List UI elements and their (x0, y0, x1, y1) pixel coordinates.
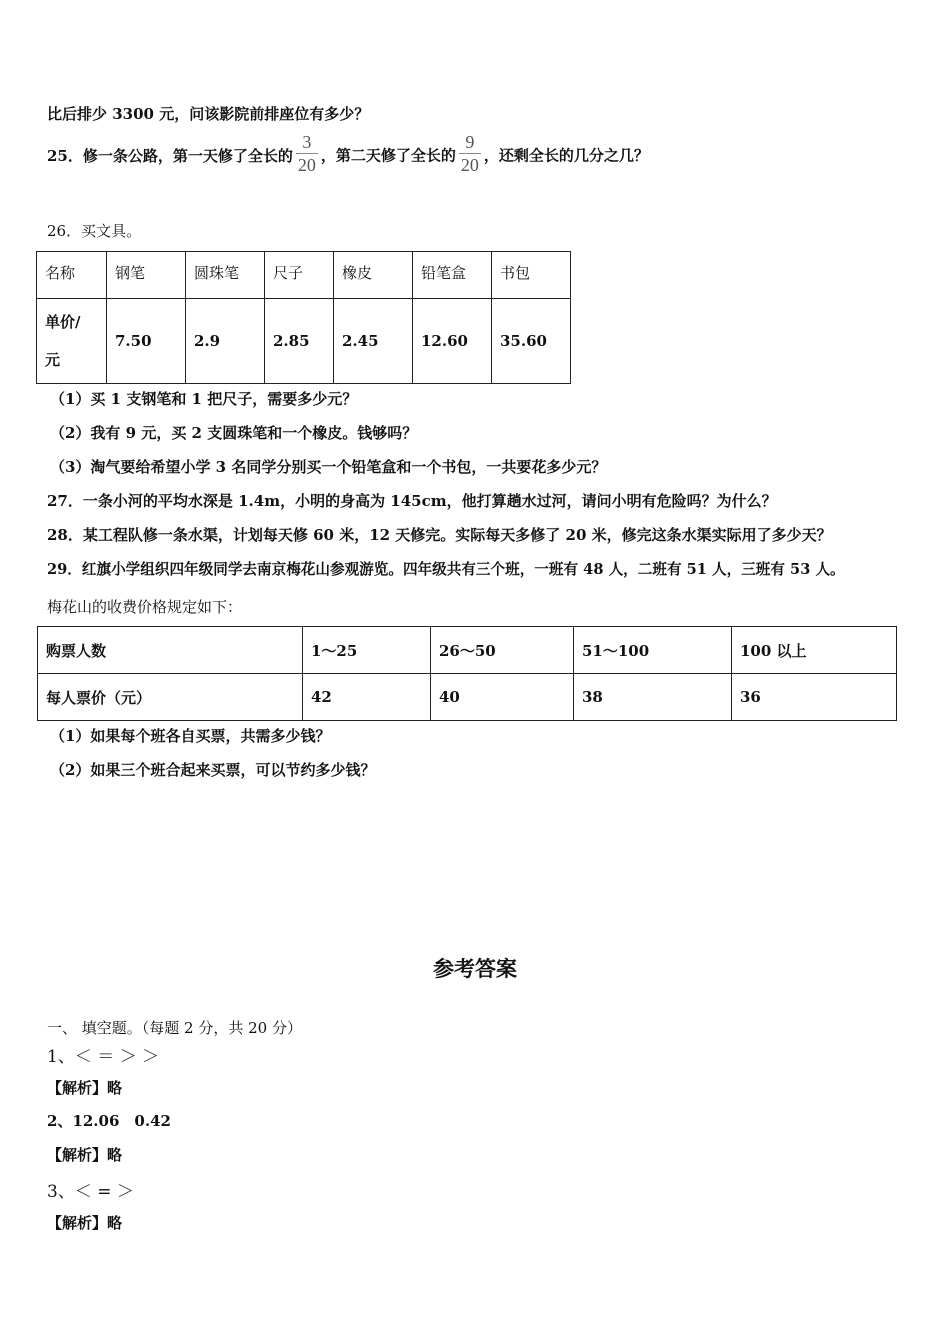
question-26-sub1: （1）买 1 支钢笔和 1 把尺子，需要多少元？ (50, 390, 358, 408)
table-cell: 42 (303, 674, 431, 721)
question-25 (47, 134, 649, 179)
q25-suffix: ，还剩全长的几分之几？ (483, 146, 649, 165)
fraction-denominator: 20 (297, 155, 316, 175)
table-cell: 51～100 (574, 627, 732, 674)
answers-section-title: 一、 填空题。（每题 2 分，共 20 分） (47, 1019, 302, 1037)
table-cell: 12.60 (413, 299, 492, 384)
question-29-sub2: （2）如果三个班合起来买票，可以节约多少钱？ (50, 761, 376, 779)
answer-3-note: 【解析】略 (47, 1214, 123, 1232)
table-cell: 钢笔 (107, 252, 186, 299)
table-row (38, 674, 897, 721)
question-29-line2: 梅花山的收费价格规定如下： (47, 598, 243, 616)
row-label-line1: 单价/ (45, 313, 81, 331)
table-cell: 2.9 (186, 299, 265, 384)
answer-1: 1、＜ ＝ ＞ ＞ (47, 1047, 160, 1067)
table-cell: 1～25 (303, 627, 431, 674)
table-cell: 35.60 (492, 299, 571, 384)
question-29: 29．红旗小学组织四年级同学去南京梅花山参观游览。四年级共有三个班，一班有 48 人，二班有 51 人，三班有 53 人。 (47, 561, 845, 578)
answer-2-note: 【解析】略 (47, 1146, 123, 1164)
table-cell: 书包 (492, 252, 571, 299)
row-label-line2: 元 (45, 351, 61, 369)
fraction-numerator: 9 (465, 132, 475, 152)
table-header-row (37, 252, 571, 299)
table-cell: 7.50 (107, 299, 186, 384)
question-28: 28．某工程队修一条水渠，计划每天修 60 米，12 天修完。实际每天多修了 20 米，修完这条水渠实际用了多少天？ (47, 526, 832, 544)
table-cell: 尺子 (265, 252, 334, 299)
fraction-denominator: 20 (460, 155, 479, 175)
fraction-3-20 (296, 131, 318, 176)
stationery-price-table (36, 251, 571, 384)
table-cell: 36 (732, 674, 897, 721)
ticket-price-table (37, 626, 897, 721)
q25-middle: ，第二天修了全长的 (320, 146, 456, 165)
table-cell: 26～50 (431, 627, 574, 674)
answer-3: 3、＜ = ＞ (47, 1182, 134, 1202)
fraction-numerator: 3 (302, 132, 312, 152)
table-cell: 40 (431, 674, 574, 721)
table-cell: 橡皮 (334, 252, 413, 299)
table-cell (37, 299, 107, 384)
table-cell: 2.45 (334, 299, 413, 384)
table-cell: 38 (574, 674, 732, 721)
table-cell: 购票人数 (38, 627, 303, 674)
table-row (37, 299, 571, 384)
table-cell: 圆珠笔 (186, 252, 265, 299)
table-cell: 100 以上 (732, 627, 897, 674)
table-header-row (38, 627, 897, 674)
table-cell: 铅笔盒 (413, 252, 492, 299)
table-cell: 名称 (37, 252, 107, 299)
fraction-9-20 (459, 131, 481, 176)
question-24-tail: 比后排少 3300 元，问该影院前排座位有多少？ (47, 105, 370, 123)
q25-prefix: 25．修一条公路，第一天修了全长的 (47, 146, 293, 165)
table-cell: 每人票价（元） (38, 674, 303, 721)
answers-heading: 参考答案 (433, 957, 517, 981)
question-26-sub3: （3）淘气要给希望小学 3 名同学分别买一个铅笔盒和一个书包，一共要花多少元？ (50, 458, 607, 476)
answer-2: 2、12.06 0.42 (47, 1112, 171, 1130)
question-29-sub1: （1）如果每个班各自买票，共需多少钱？ (50, 727, 331, 745)
question-26-title: 26．买文具。 (47, 222, 142, 240)
question-26-sub2: （2）我有 9 元，买 2 支圆珠笔和一个橡皮。钱够吗？ (50, 424, 418, 442)
question-27: 27．一条小河的平均水深是 1.4m，小明的身高为 145cm，他打算趟水过河，请问小明有危险吗？为什么？ (47, 492, 777, 510)
answer-1-note: 【解析】略 (47, 1079, 123, 1097)
table-cell: 2.85 (265, 299, 334, 384)
